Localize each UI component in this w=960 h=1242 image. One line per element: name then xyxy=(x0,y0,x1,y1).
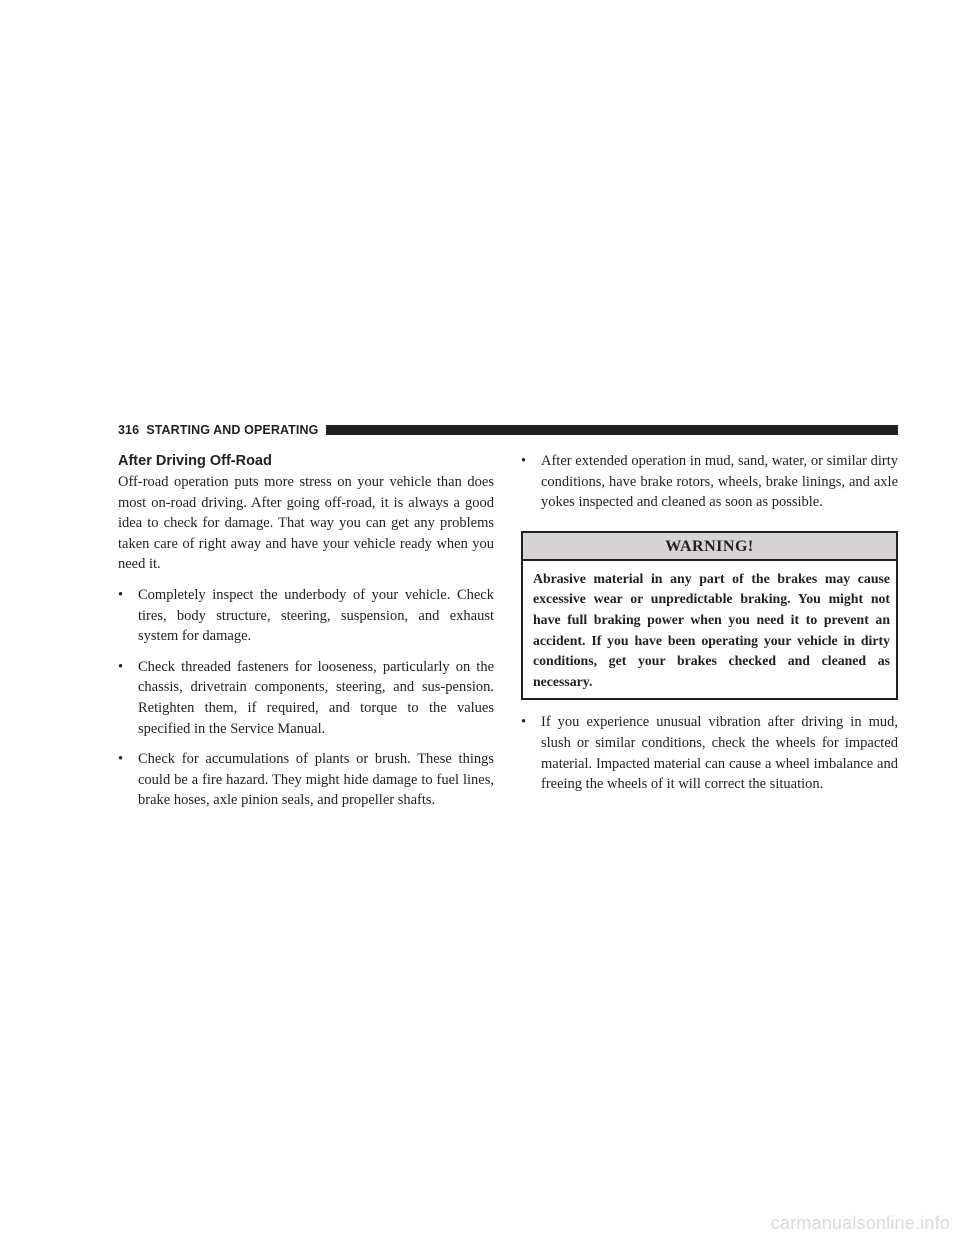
list-item-text: If you experience unusual vibration after driving in mud, slush or similar conditions, check the wheels for impacted material. Impacted material can cause a wheel imbalance and freeing the wheels of it will correct the situation. xyxy=(541,714,898,793)
cleaning-list xyxy=(521,451,898,513)
list-item xyxy=(118,749,494,811)
list-item-text: Check threaded fasteners for looseness, particularly on the chassis, drivetrain components, steering, and sus-pension. Retighten them, if required, and torque to the values specified in the Service Manual. xyxy=(138,658,494,737)
chapter-title: STARTING AND OPERATING xyxy=(146,423,319,437)
bullet-icon: • xyxy=(521,714,527,731)
list-item-text: After extended operation in mud, sand, water, or similar dirty conditions, have brake rotors, wheels, brake linings, and axle yokes inspected and cleaned as soon as possible. xyxy=(541,453,898,511)
warning-text: Abrasive material in any part of the brakes may cause excessive wear or unpredictable braking. You might not have full braking power when you need it to prevent an accident. If you have been operating your vehicle in dirty conditions, get your brakes checked and cleaned as necessary. xyxy=(533,570,890,689)
page-header-text xyxy=(118,423,326,437)
bullet-icon: • xyxy=(118,586,124,603)
bullet-icon: • xyxy=(118,658,124,675)
warning-title: WARNING! xyxy=(523,533,896,561)
list-item xyxy=(521,451,898,513)
page-header xyxy=(118,422,898,438)
intro-paragraph: Off-road operation puts more stress on your vehicle than does most on-road driving. After going off-road, it is always a good idea to check for damage. That way you can get any problems taken care of right away and have your vehicle ready when you need it. xyxy=(118,474,494,573)
list-item-text: Completely inspect the underbody of your vehicle. Check tires, body structure, steering, suspension, and exhaust system for damage. xyxy=(138,586,494,645)
list-item xyxy=(118,585,494,647)
warning-box xyxy=(521,531,898,701)
section-title: After Driving Off-Road xyxy=(118,453,272,469)
bullet-icon: • xyxy=(521,453,527,469)
page-number: 316 xyxy=(118,423,140,437)
list-item xyxy=(118,657,494,739)
left-column xyxy=(118,451,494,811)
vibration-list xyxy=(521,712,898,794)
bullet-icon: • xyxy=(118,751,124,768)
list-item-text: Check for accumulations of plants or brush. These things could be a fire hazard. They might hide damage to fuel lines, brake hoses, axle pinion seals, and propeller shafts. xyxy=(138,751,494,809)
list-item xyxy=(521,712,898,794)
header-rule xyxy=(326,425,898,435)
right-column xyxy=(521,451,898,795)
watermark: carmanualsonline.info xyxy=(770,1213,950,1233)
inspection-list xyxy=(118,585,494,811)
